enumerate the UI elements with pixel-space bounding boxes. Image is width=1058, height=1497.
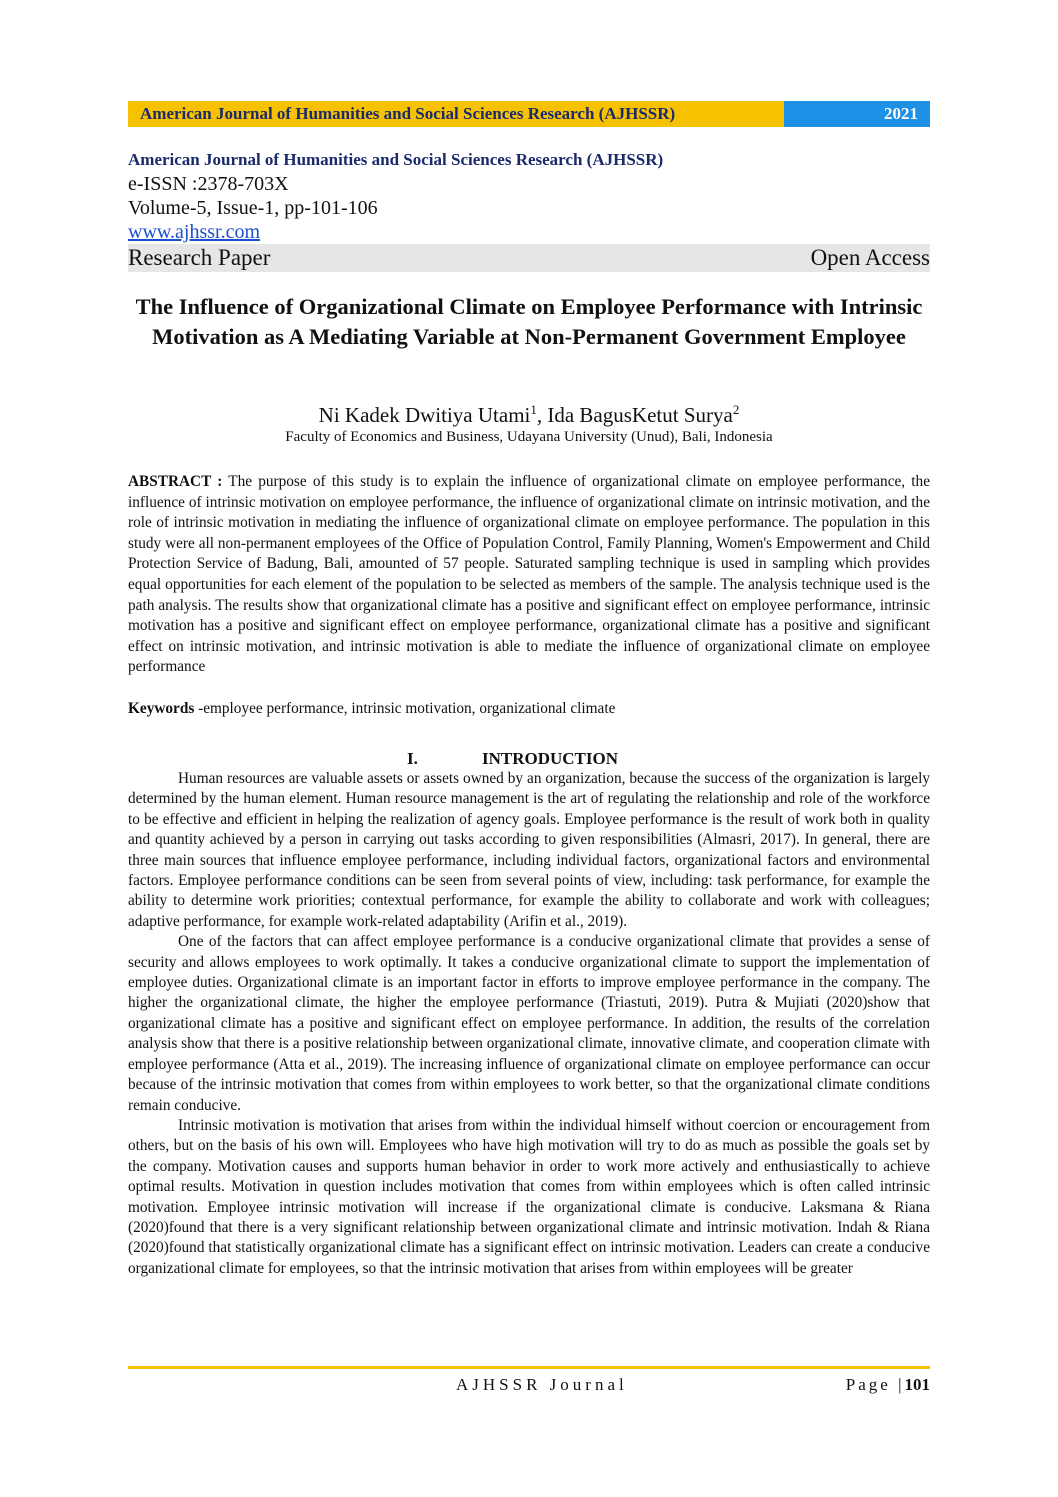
section-body	[128, 769, 930, 1279]
paper-type: Research Paper	[128, 245, 271, 270]
author-name: Ni Kadek Dwitiya Utami	[318, 403, 531, 427]
paper-type-row	[128, 244, 930, 272]
paragraph: Intrinsic motivation is motivation that arises from within the individual himself without coercion or encouragement from others, but on the basis of his own will. Employees who have high motivation will try to do as much as possible the goals set by the company. Motivation causes and supports human behavior in order to work more actively and enthusiastically to achieve optimal results. Motivation in question includes motivation that comes from within employees which is often called intrinsic motivation. Employee intrinsic motivation will increase if the organizational climate is conducive. Laksmana & Riana (2020)found that there is a very significant relationship between organizational climate and intrinsic motivation. Indah & Riana (2020)found that statistically organizational climate has a significant effect on intrinsic motivation. Leaders can create a conducive organizational climate for employees, so that the intrinsic motivation that arises from within employees will be greater	[128, 1116, 930, 1277]
footer-divider	[128, 1366, 930, 1369]
paper-title: The Influence of Organizational Climate on Employee Performance with Intrinsic Motivation as A Mediating Variable at Non-Permanent Government Employee	[135, 294, 923, 349]
page-number-value: 101	[904, 1375, 930, 1394]
author-affiliation-mark: 1	[530, 402, 537, 417]
keywords-text: -employee performance, intrinsic motivation, organizational climate	[194, 700, 616, 717]
journal-name: American Journal of Humanities and Social Sciences Research (AJHSSR)	[128, 150, 664, 169]
abstract-label: ABSTRACT :	[128, 473, 223, 490]
volume-issue: Volume-5, Issue-1, pp-101-106	[128, 197, 378, 219]
paragraph: One of the factors that can affect employee performance is a conducive organizational climate that provides a sense of security and allows employees to work optimally. It takes a conducive organizational climate to support the implementation of employee duties. Organizational climate is an important factor in efforts to improve employee performance in the company. The higher the organizational climate, the higher the employee performance (Triastuti, 2019). Putra & Mujiati (2020)show that organizational climate has a positive and significant effect on employee performance. In addition, the results of the correlation analysis show that there is a positive relationship between organizational climate, innovative climate, and cooperation climate with employee performance (Atta et al., 2019). The increasing influence of organizational climate on employee performance can occur because of the intrinsic motivation that comes from within employees to work better, so that the organizational climate conditions remain conducive.	[128, 933, 930, 1114]
section-title: INTRODUCTION	[482, 749, 619, 768]
author-list	[128, 396, 930, 429]
abstract-text: The purpose of this study is to explain the influence of organizational climate on employee performance, the influence of intrinsic motivation on employee performance, the influence of organizational climate on intrinsic motivation, and the role of intrinsic motivation in mediating the influence of organizational climate on employee performance. The population in this study were all non-permanent employees of the Office of Population Control, Family Planning, Women's Empowerment and Child Protection Service of Badung, Bali, amounted of 57 people. Saturated sampling technique is used in sampling which provides equal opportunities for each element of the population to be selected as members of the sample. The analysis technique used is the path analysis. The results show that organizational climate has a positive and significant effect on employee performance, intrinsic motivation has a positive and significant effect on employee performance, organizational climate has a positive and significant effect on intrinsic motivation, and intrinsic motivation is able to mediate the influence of organizational climate on employee performance	[128, 473, 930, 676]
publication-info	[128, 148, 930, 272]
page-number	[846, 1374, 930, 1396]
author-separator: ,	[536, 403, 548, 427]
abstract	[128, 472, 930, 678]
header-year: 2021	[784, 101, 930, 127]
affiliation: Faculty of Economics and Business, Udayana University (Unud), Bali, Indonesia	[285, 429, 773, 445]
author-affiliation-mark: 2	[732, 402, 740, 417]
keywords	[128, 699, 930, 719]
paragraph: Human resources are valuable assets or assets owned by an organization, because the success of the organization is largely determined by the human element. Human resource management is the art of regulating the relationship and role of the workforce to be effective and efficient in helping the realization of agency goals. Employee performance is the result of work both in quality and quantity achieved by a person in carrying out tasks according to given responsibilities (Almasri, 2017). In general, there are three main sources that influence employee performance, including individual factors, organizational factors and environmental factors. Employee performance conditions can be seen from several points of view, including: task performance, for example the ability to determine work priorities; contextual performance, for example the ability to collaborate and work with colleagues; adaptive performance, for example work-related adaptability (Arifin et al., 2019).	[128, 770, 930, 930]
section-number: I.	[407, 749, 418, 768]
header-journal-title: American Journal of Humanities and Social Sciences Research (AJHSSR)	[128, 101, 784, 127]
running-header	[128, 101, 930, 127]
author-name: Ida BagusKetut Surya	[547, 403, 733, 427]
journal-website-link[interactable]: www.ajhssr.com	[128, 221, 261, 243]
issn: e-ISSN :2378-703X	[128, 173, 289, 195]
keywords-label: Keywords	[128, 700, 195, 717]
page-label: Page |	[845, 1375, 905, 1394]
access-type: Open Access	[810, 245, 930, 270]
footer-journal: AJHSSR Journal	[456, 1375, 628, 1394]
